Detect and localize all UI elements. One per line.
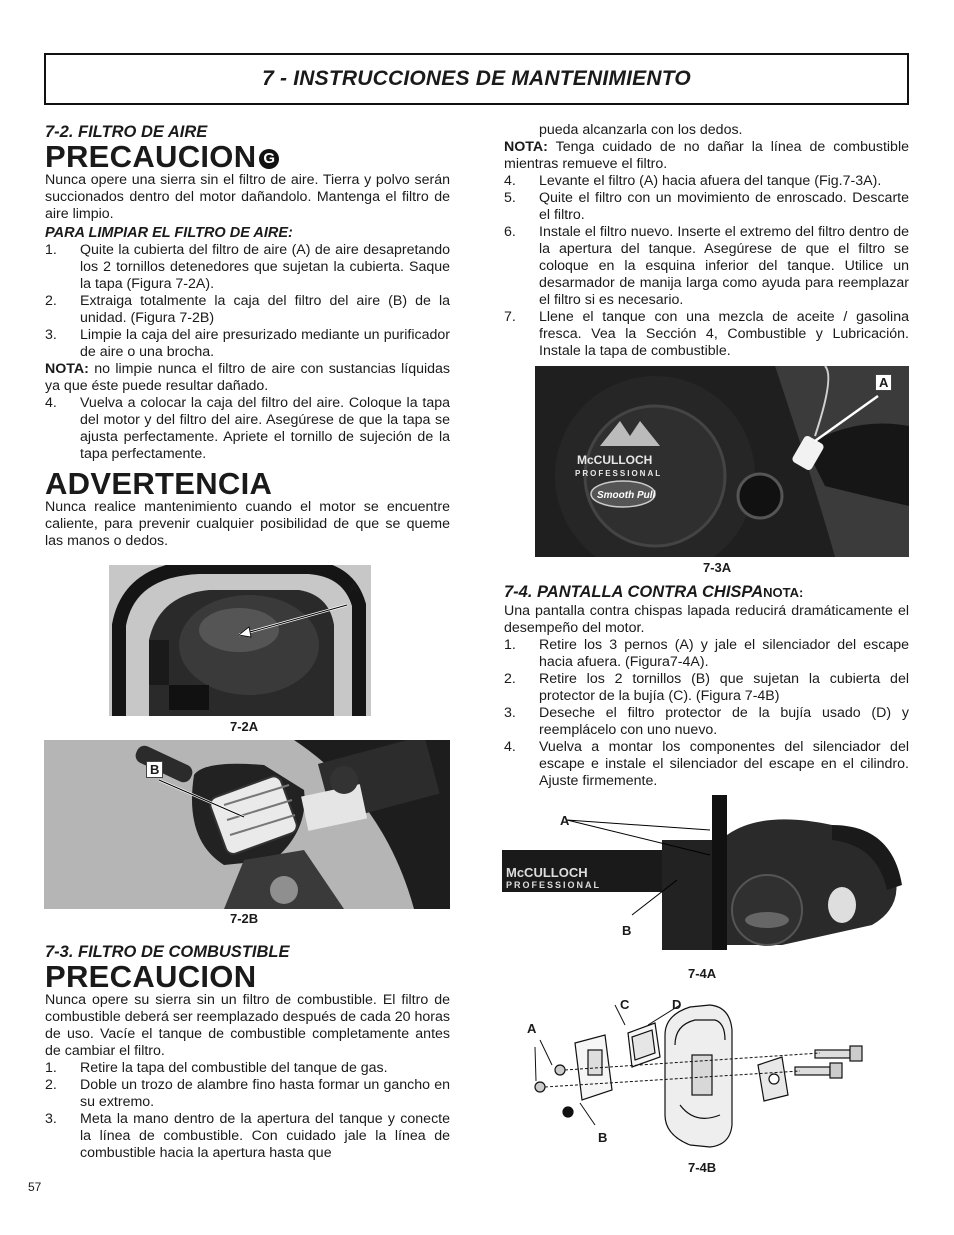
list-item-number: 3. [504, 705, 516, 721]
steps-list-c [45, 1060, 450, 1162]
list-item-text: Limpie la caja del aire presurizado mediante un purificador de aire o una brocha. [80, 327, 450, 360]
list-item-number: 7. [504, 309, 516, 325]
heading-7-4-title: 7-4. PANTALLA CONTRA CHISPA [504, 583, 764, 601]
nota-text: Tenga cuidado de no dañar la línea de combustible mientras remueve el filtro. [504, 139, 909, 172]
list-item [504, 309, 909, 360]
heading-7-4-nota: NOTA: [763, 585, 804, 600]
paragraph-air-filter-warning: Nunca opere una sierra sin el filtro de aire. Tierra y polvo serán succionados dentro del motor dañandolo. Mantenga el filtro de aire limpio. [45, 172, 450, 222]
list-item-text: Deseche el filtro protector de la bujía usado (D) y reemplácelo con uno nuevo. [539, 705, 909, 738]
list-item-number: 2. [45, 1077, 57, 1093]
list-item-text: Quite la cubierta del filtro de aire (A) de aire desapretando los 2 tornillos detenedores que sujetan la cubierta. Saque la tapa (Figura 7-2A). [80, 242, 450, 292]
figure-7-2a-label-a: A [349, 580, 359, 595]
list-item [45, 1077, 450, 1111]
list-item-number: 4. [504, 173, 516, 189]
list-item [45, 293, 450, 327]
list-item-text: Retire los 2 tornillos (B) que sujetan la cubierta del protector de la bujía (C). (Figura 7-4B) [539, 671, 909, 704]
precaucion-heading-1 [45, 139, 450, 174]
list-item-text: Quite el filtro con un movimiento de enroscado. Descarte el filtro. [539, 190, 909, 223]
paragraph-hot-engine: Nunca realice mantenimiento cuando el motor se encuentre caliente, para prevenir cualquier posibilidad de que se queme las manos o dedos. [45, 499, 450, 549]
section-header [44, 53, 909, 105]
figure-7-2a-photo [109, 565, 371, 716]
list-item-number: 4. [504, 739, 516, 755]
list-item-number: 1. [504, 637, 516, 653]
list-item [45, 242, 450, 293]
page-number: 57 [28, 1180, 42, 1194]
figure-7-4b-caption: 7-4B [688, 1160, 717, 1175]
fig74a-bar-text-2: PROFESSIONAL [506, 880, 602, 890]
list-item-number: 1. [45, 242, 57, 258]
list-item-text: Vuelva a montar los componentes del silenciador del escape e instale el silenciador del escape en el cilindro. Ajuste firmemente. [539, 739, 909, 789]
advertencia-heading: ADVERTENCIA [45, 466, 273, 501]
fig73a-brand-text: McCULLOCH [577, 453, 653, 467]
figure-7-3a-caption: 7-3A [703, 560, 732, 575]
right-column-lower [504, 582, 909, 790]
figure-7-2b-photo [44, 740, 450, 909]
left-column [45, 122, 450, 550]
list-item-text: Retire los 3 pernos (A) y jale el silenciador del escape hacia afuera. (Figura7-4A). [539, 637, 909, 670]
fig73a-badge-text: Smooth Pull [597, 490, 656, 501]
nota-2 [504, 139, 909, 173]
list-item [504, 705, 909, 739]
list-item-text: Llene el tanque con una mezcla de aceite / gasolina fresca. Vea la Sección 4, Combustible y Lubricación. Instale la tapa de combustible. [539, 309, 909, 359]
list-item [45, 1060, 450, 1077]
figure-7-4a-label-b: B [622, 923, 632, 938]
list-item-number: 6. [504, 224, 516, 240]
list-item-text: Meta la mano dentro de la apertura del tanque y conecte la línea de combustible. Con cuidado jale la línea de combustible hacia la apertura hasta que [80, 1111, 450, 1161]
list-item-number: 2. [45, 293, 57, 309]
precaucion-label: PRECAUCION [45, 139, 257, 174]
list-item [504, 637, 909, 671]
left-column-lower [45, 942, 450, 1162]
figure-7-2b-label-b: B [146, 761, 163, 778]
nota-1 [45, 361, 450, 395]
list-item-text: Levante el filtro (A) hacia afuera del tanque (Fig.7-3A). [539, 173, 882, 189]
list-item-number: 4. [45, 395, 57, 411]
list-item [504, 224, 909, 309]
section-title: 7 - INSTRUCCIONES DE MANTENIMIENTO [262, 67, 691, 90]
list-item [504, 173, 909, 190]
fig73a-brand-text-2: PROFESSIONAL [575, 469, 663, 478]
steps-list-e [504, 637, 909, 790]
list-item-number: 3. [45, 327, 57, 343]
list-item-text: Instale el filtro nuevo. Inserte el extremo del filtro dentro de la apertura del tanque. Asegúrese de que el filtro se coloque en la esquina inferior del tanque. Utilice un desarmador de manija larga como ayuda para reemplazar el filtro si es necesario. [539, 224, 909, 308]
figure-7-2b-caption: 7-2B [230, 911, 259, 926]
right-column [504, 122, 909, 360]
steps-list-b [45, 395, 450, 463]
figure-7-4b-label-c: C [620, 997, 630, 1012]
list-item-text: Retire la tapa del combustible del tanque de gas. [80, 1060, 388, 1076]
list-item [504, 739, 909, 790]
figure-7-4b-label-a: A [527, 1021, 537, 1036]
list-item-number: 3. [45, 1111, 57, 1127]
heading-7-3: 7-3. FILTRO DE COMBUSTIBLE [45, 943, 290, 961]
steps-list-a [45, 242, 450, 361]
figure-7-4b-label-d: D [672, 997, 682, 1012]
figure-7-3a-label-a: A [875, 374, 892, 391]
list-item-number: 2. [504, 671, 516, 687]
list-item-number: 5. [504, 190, 516, 206]
g-badge-icon: G [259, 149, 279, 169]
list-item [45, 1111, 450, 1162]
figure-7-4a-caption: 7-4A [688, 966, 717, 981]
figure-7-4b-label-b: B [598, 1130, 608, 1145]
figure-7-3a-photo [535, 366, 909, 557]
list-item-text: Doble un trozo de alambre fino hasta formar un gancho en su extremo. [80, 1077, 450, 1110]
list-item [45, 395, 450, 463]
nota-label: NOTA: [45, 361, 89, 377]
list-item [504, 671, 909, 705]
list-item [504, 190, 909, 224]
list-item-number: 1. [45, 1060, 57, 1076]
paragraph-spark-screen: Una pantalla contra chispas lapada reducirá dramáticamente el desempeño del motor. [504, 603, 909, 636]
steps-list-d [504, 173, 909, 360]
step-3-continuation: pueda alcanzarla con los dedos. [539, 122, 743, 138]
list-item [45, 327, 450, 361]
fig74a-bar-text: McCULLOCH [506, 865, 588, 880]
figure-7-4a-label-a: A [560, 813, 570, 828]
precaucion-heading-2: PRECAUCION [45, 959, 257, 994]
figure-7-2a-caption: 7-2A [230, 719, 259, 734]
list-item-text: Extraiga totalmente la caja del filtro del aire (B) de la unidad. (Figura 7-2B) [80, 293, 450, 326]
heading-clean-air-filter: PARA LIMPIAR EL FILTRO DE AIRE: [45, 225, 293, 241]
paragraph-fuel-filter: Nunca opere su sierra sin un filtro de combustible. El filtro de combustible deberá ser reemplazado después de cada 20 horas de uso. Vacíe el tanque de combustible completamente antes de cambiar el filtro. [45, 992, 450, 1059]
figure-7-4b-diagram [520, 995, 880, 1155]
heading-7-4 [504, 582, 909, 603]
heading-7-2: 7-2. FILTRO DE AIRE [45, 123, 208, 141]
nota-label: NOTA: [504, 139, 548, 155]
nota-text: no limpie nunca el filtro de aire con sustancias líquidas ya que éste puede resultar dañado. [45, 361, 450, 394]
list-item-text: Vuelva a colocar la caja del filtro del aire. Coloque la tapa del motor y del filtro del aire. Asegúrese de que la tapa se ajusta perfectamente. Apriete el tornillo de sujeción de la tapa perfectamente. [80, 395, 450, 462]
